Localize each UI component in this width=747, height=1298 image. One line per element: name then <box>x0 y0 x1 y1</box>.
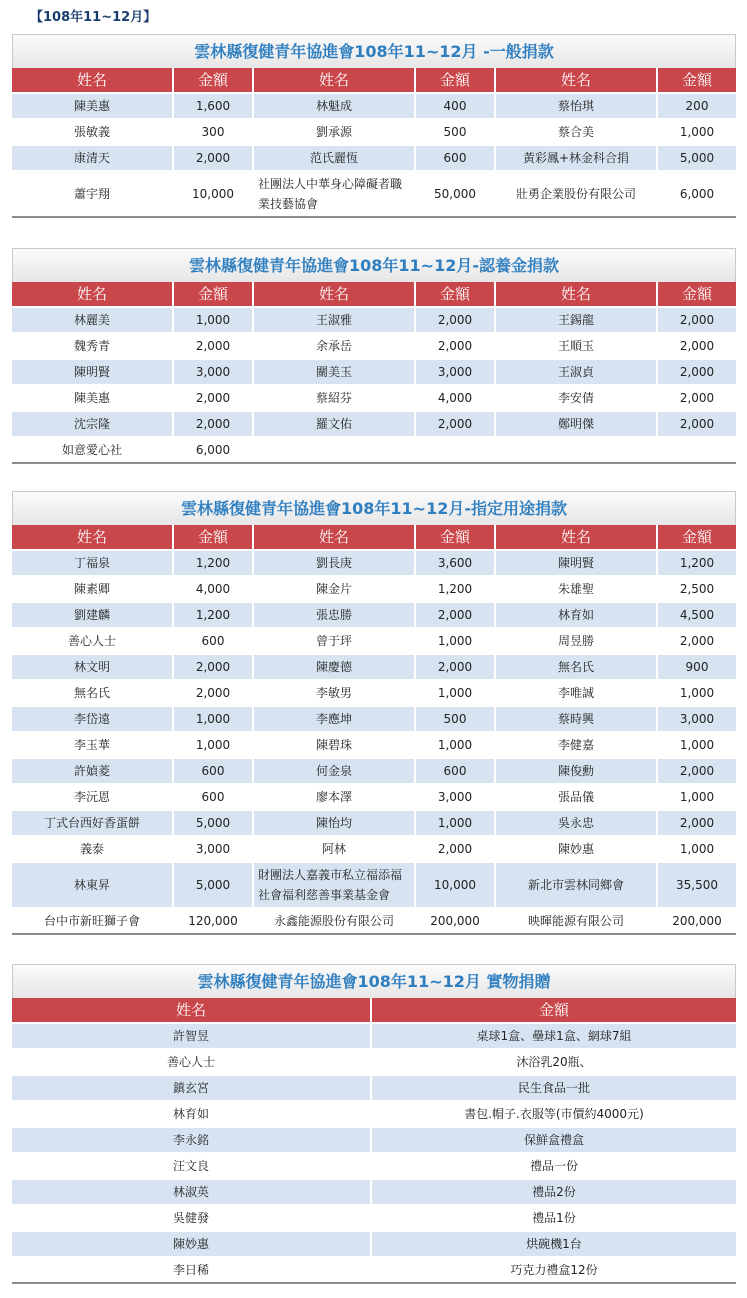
donor-name-cell: 林麗美 <box>12 306 174 332</box>
donor-name-cell: 林文明 <box>12 653 174 679</box>
donor-name-cell: 王錫龍 <box>496 306 658 332</box>
amount-cell: 3,000 <box>416 358 496 384</box>
item-cell: 巧克力禮盒12份 <box>372 1256 736 1282</box>
amount-cell: 200,000 <box>416 907 496 933</box>
donor-name-cell: 陳美惠 <box>12 384 174 410</box>
table-row <box>12 170 736 216</box>
amount-cell: 1,200 <box>174 601 254 627</box>
amount-column-header: 金額 <box>658 282 736 306</box>
amount-cell: 1,200 <box>174 549 254 575</box>
amount-cell: 35,500 <box>658 861 736 907</box>
table-row <box>12 144 736 170</box>
donor-name-cell: 周昱勝 <box>496 627 658 653</box>
page-label: 【108年11~12月】 <box>30 10 157 25</box>
amount-column-header: 金額 <box>416 68 496 92</box>
donor-name-cell: 鎮玄宮 <box>12 1074 372 1100</box>
item-cell: 禮品一份 <box>372 1152 736 1178</box>
amount-cell: 1,200 <box>416 575 496 601</box>
amount-cell: 1,000 <box>658 731 736 757</box>
table-row <box>12 575 736 601</box>
donor-name-cell: 王淑雅 <box>254 306 416 332</box>
donor-name-cell: 范氏麗恆 <box>254 144 416 170</box>
amount-cell <box>416 436 496 462</box>
name-column-header: 姓名 <box>12 998 372 1022</box>
donor-name-cell: 李玉華 <box>12 731 174 757</box>
donor-name-cell: 王淑貞 <box>496 358 658 384</box>
donor-name-cell: 李安倩 <box>496 384 658 410</box>
table-row <box>12 1022 736 1048</box>
donor-name-cell: 劉承源 <box>254 118 416 144</box>
table-row <box>12 436 736 462</box>
amount-cell: 1,200 <box>658 549 736 575</box>
amount-cell: 1,000 <box>658 118 736 144</box>
amount-cell: 600 <box>174 783 254 809</box>
donation-table <box>12 282 736 464</box>
amount-cell: 2,000 <box>658 358 736 384</box>
name-column-header: 姓名 <box>12 282 174 306</box>
donor-name-cell: 吳健發 <box>12 1204 372 1230</box>
amount-cell: 3,000 <box>174 835 254 861</box>
amount-cell: 2,000 <box>416 835 496 861</box>
amount-cell: 2,000 <box>658 809 736 835</box>
amount-cell: 50,000 <box>416 170 496 216</box>
donor-name-cell: 陳怡均 <box>254 809 416 835</box>
donor-name-cell: 魏秀青 <box>12 332 174 358</box>
donor-name-cell: 林魁成 <box>254 92 416 118</box>
amount-column-header: 金額 <box>416 282 496 306</box>
table-row <box>12 757 736 783</box>
donor-name-cell: 李沅恩 <box>12 783 174 809</box>
amount-cell: 2,000 <box>174 410 254 436</box>
amount-cell: 5,000 <box>174 809 254 835</box>
item-cell: 沐浴乳20瓶、 <box>372 1048 736 1074</box>
table-row <box>12 358 736 384</box>
item-cell: 禮品1份 <box>372 1204 736 1230</box>
table-row <box>12 410 736 436</box>
section-title: 雲林縣復健青年協進會108年11~12月-認養金捐款 <box>12 248 736 282</box>
donor-name-cell: 關美玉 <box>254 358 416 384</box>
name-column-header: 姓名 <box>496 282 658 306</box>
amount-cell: 2,000 <box>416 410 496 436</box>
donor-name-cell: 陳妙惠 <box>12 1230 372 1256</box>
donor-name-cell: 李日稀 <box>12 1256 372 1282</box>
donor-name-cell: 陳碧珠 <box>254 731 416 757</box>
donor-name-cell: 陳妙惠 <box>496 835 658 861</box>
donor-name-cell: 李岱遠 <box>12 705 174 731</box>
amount-cell: 3,000 <box>658 705 736 731</box>
donor-name-cell: 林東昇 <box>12 861 174 907</box>
donor-name-cell: 陳慶德 <box>254 653 416 679</box>
donor-name-cell: 陳俊勳 <box>496 757 658 783</box>
amount-cell: 2,000 <box>658 306 736 332</box>
amount-cell: 600 <box>174 627 254 653</box>
amount-cell: 10,000 <box>416 861 496 907</box>
table-row <box>12 332 736 358</box>
name-column-header: 姓名 <box>254 68 416 92</box>
donor-name-cell: 善心人士 <box>12 627 174 653</box>
amount-column-header: 金額 <box>658 525 736 549</box>
section-title: 雲林縣復健青年協進會108年11~12月-指定用途捐款 <box>12 491 736 525</box>
amount-cell: 1,600 <box>174 92 254 118</box>
amount-cell: 600 <box>416 144 496 170</box>
donor-name-cell: 財團法人嘉義市私立福添福社會福利慈善事業基金會 <box>254 861 416 907</box>
amount-cell: 2,000 <box>658 627 736 653</box>
donor-name-cell: 李敏男 <box>254 679 416 705</box>
table-row <box>12 835 736 861</box>
amount-cell: 120,000 <box>174 907 254 933</box>
amount-cell: 2,000 <box>416 601 496 627</box>
amount-cell: 1,000 <box>658 679 736 705</box>
donor-name-cell <box>496 436 658 462</box>
donor-name-cell: 鄭明傑 <box>496 410 658 436</box>
amount-cell: 400 <box>416 92 496 118</box>
donor-name-cell: 陳明賢 <box>12 358 174 384</box>
table-row <box>12 1126 736 1152</box>
amount-cell: 2,000 <box>174 144 254 170</box>
table-row <box>12 705 736 731</box>
table-row <box>12 549 736 575</box>
amount-cell: 2,000 <box>174 679 254 705</box>
table-row <box>12 1230 736 1256</box>
table-row <box>12 809 736 835</box>
donor-name-cell: 永鑫能源股份有限公司 <box>254 907 416 933</box>
amount-cell: 600 <box>174 757 254 783</box>
amount-cell: 3,600 <box>416 549 496 575</box>
donor-name-cell: 張敏義 <box>12 118 174 144</box>
amount-cell: 200 <box>658 92 736 118</box>
donor-name-cell: 羅文佑 <box>254 410 416 436</box>
donor-name-cell: 阿林 <box>254 835 416 861</box>
donor-name-cell: 曾于玶 <box>254 627 416 653</box>
table-row <box>12 306 736 332</box>
donor-name-cell: 康清天 <box>12 144 174 170</box>
item-cell: 桌球1盒、壘球1盒、網球7組 <box>372 1022 736 1048</box>
amount-cell: 1,000 <box>174 705 254 731</box>
table-row <box>12 1048 736 1074</box>
donor-name-cell: 陳美惠 <box>12 92 174 118</box>
table-row <box>12 679 736 705</box>
table-row <box>12 783 736 809</box>
donor-name-cell: 無名氏 <box>496 653 658 679</box>
in-kind-donation-section <box>12 964 736 1284</box>
table-row <box>12 1152 736 1178</box>
amount-cell: 1,000 <box>658 783 736 809</box>
donor-name-cell: 王順玉 <box>496 332 658 358</box>
donor-name-cell: 汪文良 <box>12 1152 372 1178</box>
amount-column-header: 金額 <box>174 525 254 549</box>
donor-name-cell: 林育如 <box>12 1100 372 1126</box>
donor-name-cell: 李永銘 <box>12 1126 372 1152</box>
donor-name-cell: 蔡時興 <box>496 705 658 731</box>
table-row <box>12 861 736 907</box>
table-row <box>12 1204 736 1230</box>
donor-name-cell: 張忠勝 <box>254 601 416 627</box>
donor-name-cell: 李健嘉 <box>496 731 658 757</box>
donor-name-cell: 吳永忠 <box>496 809 658 835</box>
amount-cell: 1,000 <box>416 679 496 705</box>
donor-name-cell: 沈宗隆 <box>12 410 174 436</box>
table-header-row <box>12 68 736 92</box>
item-cell: 保鮮盒禮盒 <box>372 1126 736 1152</box>
table-row <box>12 731 736 757</box>
donor-name-cell: 陳金片 <box>254 575 416 601</box>
amount-cell: 2,500 <box>658 575 736 601</box>
donor-name-cell: 何金泉 <box>254 757 416 783</box>
amount-cell: 1,000 <box>416 809 496 835</box>
donor-name-cell: 壯勇企業股份有限公司 <box>496 170 658 216</box>
amount-cell: 5,000 <box>174 861 254 907</box>
general-donation-section <box>12 34 736 218</box>
table-row <box>12 92 736 118</box>
table-row <box>12 1074 736 1100</box>
donor-name-cell: 林育如 <box>496 601 658 627</box>
amount-cell: 4,000 <box>416 384 496 410</box>
table-row <box>12 627 736 653</box>
amount-column-header: 金額 <box>174 68 254 92</box>
amount-cell: 1,000 <box>658 835 736 861</box>
amount-cell: 4,000 <box>174 575 254 601</box>
name-column-header: 姓名 <box>496 68 658 92</box>
item-cell: 書包.帽子.衣服等(市價約4000元) <box>372 1100 736 1126</box>
amount-column-header: 金額 <box>372 998 736 1022</box>
name-column-header: 姓名 <box>254 525 416 549</box>
amount-cell: 1,000 <box>416 627 496 653</box>
table-row <box>12 907 736 933</box>
table-header-row <box>12 282 736 306</box>
donor-name-cell: 劉建麟 <box>12 601 174 627</box>
amount-cell: 500 <box>416 705 496 731</box>
table-row <box>12 118 736 144</box>
amount-cell: 5,000 <box>658 144 736 170</box>
amount-cell: 300 <box>174 118 254 144</box>
amount-cell: 3,000 <box>416 783 496 809</box>
item-cell: 禮品2份 <box>372 1178 736 1204</box>
amount-cell: 2,000 <box>416 332 496 358</box>
donor-name-cell: 朱雄聖 <box>496 575 658 601</box>
amount-column-header: 金額 <box>174 282 254 306</box>
donation-table <box>12 525 736 935</box>
section-title: 雲林縣復健青年協進會108年11~12月 實物捐贈 <box>12 964 736 998</box>
donor-name-cell: 李唯誠 <box>496 679 658 705</box>
donor-name-cell: 許智昱 <box>12 1022 372 1048</box>
amount-cell: 2,000 <box>174 332 254 358</box>
donor-name-cell: 蔡紹芬 <box>254 384 416 410</box>
amount-cell: 2,000 <box>174 384 254 410</box>
donor-name-cell: 蔡怡琪 <box>496 92 658 118</box>
amount-cell: 2,000 <box>416 653 496 679</box>
table-row <box>12 1256 736 1282</box>
amount-cell: 2,000 <box>658 757 736 783</box>
amount-cell: 600 <box>416 757 496 783</box>
donor-name-cell <box>254 436 416 462</box>
donor-name-cell: 台中市新旺獅子會 <box>12 907 174 933</box>
donor-name-cell: 陳素卿 <box>12 575 174 601</box>
donor-name-cell: 黃彩鳳+林金科合捐 <box>496 144 658 170</box>
amount-cell: 4,500 <box>658 601 736 627</box>
table-header-row <box>12 998 736 1022</box>
donor-name-cell: 社團法人中華身心障礙者職業技藝協會 <box>254 170 416 216</box>
table-row <box>12 1100 736 1126</box>
donor-name-cell: 丁式台西好香蛋餅 <box>12 809 174 835</box>
donor-name-cell: 新北市雲林同鄉會 <box>496 861 658 907</box>
amount-cell <box>658 436 736 462</box>
donor-name-cell: 廖本澤 <box>254 783 416 809</box>
donor-name-cell: 映暉能源有限公司 <box>496 907 658 933</box>
donor-name-cell: 蔡合美 <box>496 118 658 144</box>
amount-cell: 10,000 <box>174 170 254 216</box>
donor-name-cell: 無名氏 <box>12 679 174 705</box>
donor-name-cell: 林淑英 <box>12 1178 372 1204</box>
donation-table <box>12 998 736 1284</box>
amount-cell: 2,000 <box>658 410 736 436</box>
amount-column-header: 金額 <box>658 68 736 92</box>
item-cell: 烘碗機1台 <box>372 1230 736 1256</box>
donor-name-cell: 丁福泉 <box>12 549 174 575</box>
table-header-row <box>12 525 736 549</box>
amount-cell: 1,000 <box>174 306 254 332</box>
amount-column-header: 金額 <box>416 525 496 549</box>
table-row <box>12 1178 736 1204</box>
donor-name-cell: 許媜菱 <box>12 757 174 783</box>
amount-cell: 2,000 <box>174 653 254 679</box>
amount-cell: 2,000 <box>416 306 496 332</box>
donor-name-cell: 善心人士 <box>12 1048 372 1074</box>
donor-name-cell: 陳明賢 <box>496 549 658 575</box>
sponsorship-donation-section <box>12 248 736 464</box>
amount-cell: 200,000 <box>658 907 736 933</box>
item-cell: 民生食品一批 <box>372 1074 736 1100</box>
donor-name-cell: 張品儀 <box>496 783 658 809</box>
name-column-header: 姓名 <box>496 525 658 549</box>
amount-cell: 6,000 <box>174 436 254 462</box>
section-title: 雲林縣復健青年協進會108年11~12月 -一般捐款 <box>12 34 736 68</box>
donor-name-cell: 劉長庚 <box>254 549 416 575</box>
amount-cell: 900 <box>658 653 736 679</box>
donation-table <box>12 68 736 218</box>
amount-cell: 2,000 <box>658 384 736 410</box>
donor-name-cell: 義泰 <box>12 835 174 861</box>
amount-cell: 1,000 <box>174 731 254 757</box>
donor-name-cell: 如意愛心社 <box>12 436 174 462</box>
donor-name-cell: 蕭宇翔 <box>12 170 174 216</box>
amount-cell: 6,000 <box>658 170 736 216</box>
designated-donation-section <box>12 491 736 935</box>
amount-cell: 3,000 <box>174 358 254 384</box>
amount-cell: 2,000 <box>658 332 736 358</box>
table-row <box>12 653 736 679</box>
table-row <box>12 384 736 410</box>
amount-cell: 500 <box>416 118 496 144</box>
amount-cell: 1,000 <box>416 731 496 757</box>
donor-name-cell: 李應坤 <box>254 705 416 731</box>
name-column-header: 姓名 <box>12 68 174 92</box>
donor-name-cell: 余承岳 <box>254 332 416 358</box>
name-column-header: 姓名 <box>12 525 174 549</box>
table-row <box>12 601 736 627</box>
name-column-header: 姓名 <box>254 282 416 306</box>
